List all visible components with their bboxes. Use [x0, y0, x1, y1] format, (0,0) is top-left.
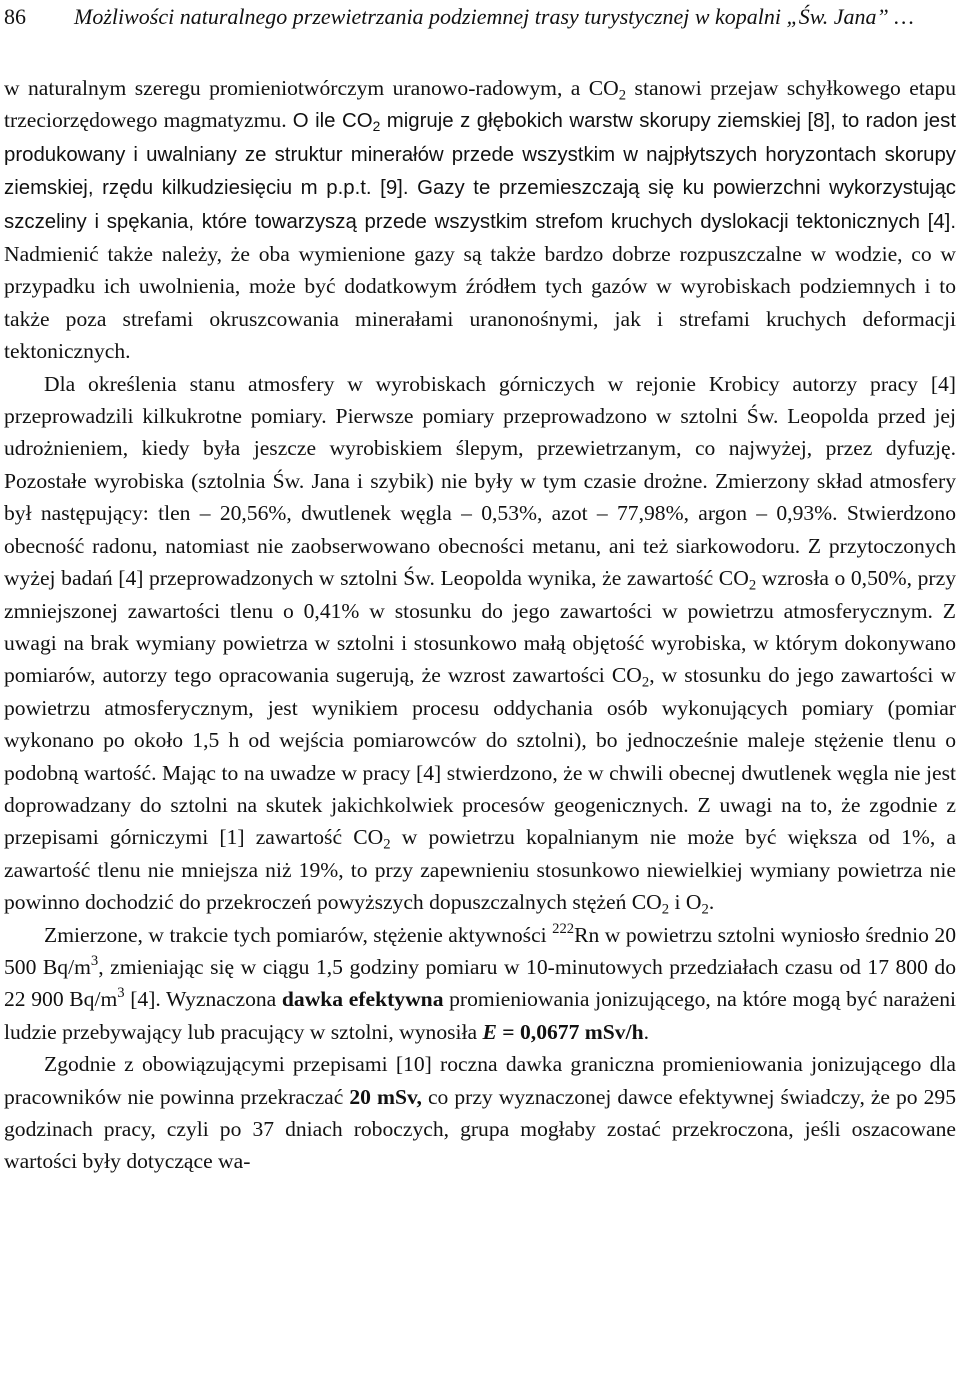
paragraph-3: Zmierzone, w trakcie tych pomiarów, stężenie aktywności $^{222}$Rn w powietrzu sztolni wyniosło średnio 20 500 $Bq/m^3$, zmieniając się w ciągu 1,5 godziny pomiaru w 10-minutowych przedziałach czasu od 17 800 do 22 900 $Bq/m^3$ [4]. Wyznaczona dawka efektywna promieniowania jonizującego, na które mogą być narażeni ludzie przebywający lub pracujący w sztolni, wynosiła E = 0,0677 mSv/h. [4, 920, 956, 1044]
dose-value: = 0,0677 mSv/h [496, 1019, 644, 1044]
bold-term: dawka efektywna [281, 987, 444, 1012]
paragraph-2: Dla określenia stanu atmosfery w wyrobiskach górniczych w rejonie Krobicy autorzy pracy [4] przeprowadzili kilkukrotne pomiary. Pierwsze pomiary przeprowadzono w sztolni Św. Leopolda przed jej udrożnieniem, kiedy była jeszcze wyrobiskiem ślepym, przewietrzanym, co najwyżej, przez dyfuzję. Pozostałe wyrobiska (sztolnia Św. Jana i szybik) nie były w tym czasie drożne. Zmierzony skład atmosfery był następujący: tlen – 20,56%, dwutlenek węgla – 0,53%, azot – 77,98%, argon – 0,93%. Stwierdzono obecność radonu, natomiast nie zaobserwowano obecności metanu, ani też siarkowodoru. Z przytoczonych wyżej badań [4] przeprowadzonych w sztolni Św. Leopolda wynika, że zawartość $CO_2$ wzrosła o 0,50%, przy zmniejszonej zawartości tlenu o 0,41% w stosunku do jego zawartości w powietrzu atmosferycznym. Z uwagi na brak wymiany powietrza w sztolni i stosunkowo małą objętość wyrobiska, w którym dokonywano pomiarów, autorzy tego opracowania sugerują, że wzrost zawartości $CO_2$, w stosunku do jego zawartości w powietrzu atmosferycznym, jest wynikiem procesu oddychania osób wykonujących pomiary (pomiar wykonano po około 1,5 h od wejścia pomiarowców do sztolni), bo jednocześnie maleje stężenie tlenu o podobną wartość. Mając to na uwadze w pracy [4] stwierdzono, że w chwili obecnej dwutlenek węgla nie jest doprowadzany do sztolni na skutek jakichkolwiek procesów geogenicznych. Z uwagi na to, że zgodnie z przepisami górniczymi [1] zawartość $CO_2$ w powietrzu kopalnianym nie może być większa od 1%, a zawartość tlenu nie mniejsza niż 19%, to przy zapewnieniu stosunkowo niewielkiej wymiany powietrza nie powinno dochodzić do przekroczeń powyższych dopuszczalnych stężeń $CO_2$ i $O_2$. [4, 371, 956, 918]
sans-passage: O ile $CO_2$ migruje z głębokich warstw skorupy ziemskiej [8], to radon jest produkowany i uwalniany ze struktur minerałów przede wszystkim w najpłytszych horyzontach skorupy ziemskiej, rzędu kilkudziesięciu m p.p.t. [9]. Gazy te przemieszczają się ku powierzchni wykorzystując szczeliny i spękania, które towarzyszą przede wszystkim strefom kruchych dyslokacji tektonicznych [4]. [4, 110, 957, 233]
page-header [4, 2, 956, 34]
paragraph-4: Zgodnie z obowiązującymi przepisami [10] roczna dawka graniczna promieniowania jonizującego dla pracowników nie powinna przekraczać 20 mSv, co przy wyznaczonej dawce efektywnej świadczy, że po 295 godzinach pracy, czyli po 37 dniach roboczych, grupa mogłaby zostać przekroczona, jeśli oszacowane wartości były dotyczące wa- [4, 1052, 956, 1174]
article-body [4, 72, 956, 1178]
running-title: Możliwości naturalnego przewietrzania podziemnej trasy turystycznej w kopalni „Św. Jana” … [74, 4, 914, 29]
dose-variable: E [482, 1019, 497, 1044]
page-number: 86 [4, 4, 26, 29]
paragraph-1: w naturalnym szeregu promieniotwórczym uranowo-radowym, a $CO_2$ stanowi przejaw schyłkowego etapu trzeciorzędowego magmatyzmu. O ile $CO_2$ migruje z głębokich warstw skorupy ziemskiej [8], to radon jest produkowany i uwalniany ze struktur minerałów przede wszystkim w najpłytszych horyzontach skorupy ziemskiej, rzędu kilkudziesięciu m p.p.t. [9]. Gazy te przemieszczają się ku powierzchni wykorzystując szczeliny i spękania, które towarzyszą przede wszystkim strefom kruchych dyslokacji tektonicznych [4]. Nadmienić także należy, że oba wymienione gazy są także bardzo dobrze rozpuszczalne w wodzie, co w przypadku ich uwolnienia, może być dodatkowym źródłem tych gazów w wyrobiskach podziemnych i to także poza strefami okruszcowania minerałami uranonośnymi, jak i strefami kruchych deformacji tektonicznych. [4, 76, 957, 364]
dose-limit: 20 mSv, [349, 1084, 422, 1109]
